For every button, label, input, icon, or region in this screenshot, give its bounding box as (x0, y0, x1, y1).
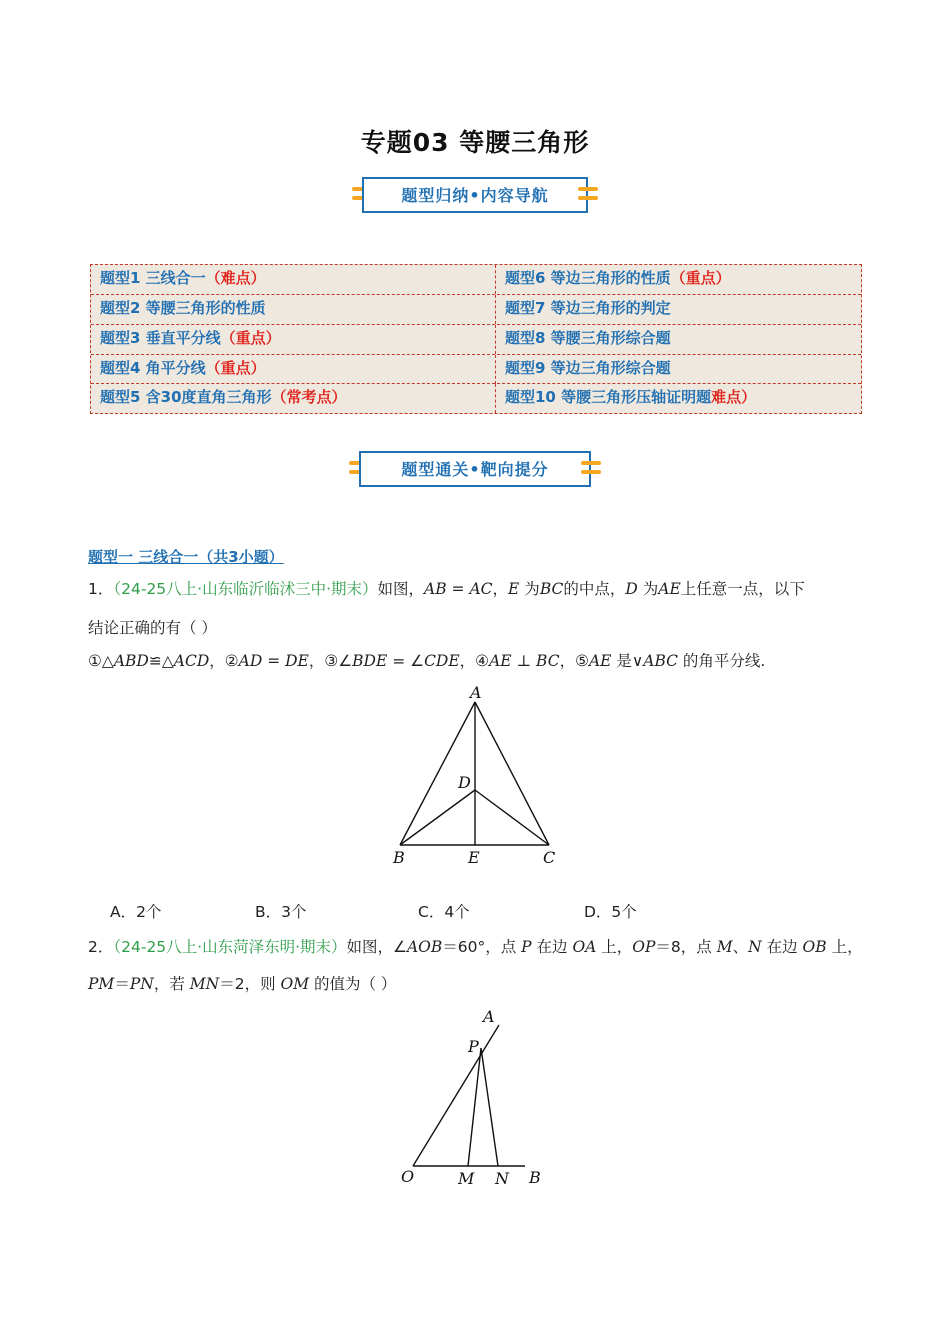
label-b: B (393, 848, 405, 867)
label-e: E (468, 848, 480, 867)
toc-row (91, 294, 861, 324)
toc-banner (352, 177, 598, 211)
practice-banner (349, 451, 601, 485)
side-ac (475, 702, 549, 845)
label-d: D (458, 773, 471, 792)
segment-cd (475, 790, 549, 845)
label-a: A (483, 1007, 495, 1026)
label-c: C (543, 848, 556, 867)
toc-item[interactable]: 题型1 三线合一（难点） (100, 269, 266, 287)
segment-pn (481, 1048, 498, 1166)
toc-row (91, 354, 861, 384)
toc-item[interactable]: 题型5 含30度直角三角形（常考点） (100, 388, 347, 406)
question-source: （24-25八上·山东临沂临沭三中·期末） (113, 580, 378, 598)
toc-item[interactable]: 题型2 等腰三角形的性质 (100, 299, 266, 317)
banner-label: 题型归纳•内容导航 (401, 186, 549, 205)
banner-label: 题型通关•靶向提分 (401, 460, 549, 479)
toc-row (91, 265, 861, 294)
toc-item[interactable]: 题型9 等边三角形综合题 (495, 355, 861, 384)
question-2-line-2: PM＝PN，若 MN＝2，则 OM 的值为（ ） (88, 975, 397, 993)
label-n: N (495, 1169, 509, 1188)
option-a[interactable]: A．2个 (110, 903, 162, 921)
toc-item[interactable]: 题型3 垂直平分线（重点） (100, 329, 281, 347)
toc-item[interactable]: 题型6 等边三角形的性质（重点） (495, 265, 861, 294)
option-c[interactable]: C．4个 (418, 903, 470, 921)
toc-item[interactable]: 题型7 等边三角形的判定 (495, 295, 861, 324)
question-1-line-1: 1．（24-25八上·山东临沂临沭三中·期末）如图，AB = AC，E 为BC的中点，D 为AE上任意一点，以下 (88, 580, 805, 598)
question-source: （24-25八上·山东菏泽东明·期末） (113, 938, 347, 956)
toc-row (91, 324, 861, 354)
option-b[interactable]: B．3个 (255, 903, 307, 921)
segment-bd (400, 790, 475, 845)
label-b: B (529, 1168, 541, 1187)
question-1-line-2: 结论正确的有（ ） (88, 619, 217, 637)
toc-item[interactable]: 题型4 角平分线（重点） (100, 359, 266, 377)
label-a: A (470, 683, 482, 702)
question-2-line-1: 2．（24-25八上·山东菏泽东明·期末）如图，∠AOB＝60°，点 P 在边 OA 上，OP＝8，点 M、N 在边 OB 上， (88, 938, 863, 956)
label-p: P (468, 1037, 479, 1056)
section-title[interactable]: 题型一 三线合一（共3小题） (88, 548, 284, 566)
label-m: M (458, 1169, 475, 1188)
toc-item[interactable]: 题型10 等腰三角形压轴证明题难点） (495, 384, 861, 413)
toc-item[interactable]: 题型8 等腰三角形综合题 (495, 325, 861, 354)
page-title: 专题03 等腰三角形 (360, 128, 590, 157)
triangle-figure (380, 680, 580, 870)
label-o: O (401, 1167, 415, 1186)
option-d[interactable]: D．5个 (584, 903, 637, 921)
ray-oa (413, 1025, 499, 1166)
toc-table (90, 264, 862, 414)
question-1-statements: ①△ABD≌△ACD，②AD = DE，③∠BDE = ∠CDE，④AE ⊥ BC，⑤AE 是∨ABC 的角平分线. (88, 652, 766, 670)
toc-row (91, 383, 861, 413)
angle-figure (395, 1005, 555, 1195)
